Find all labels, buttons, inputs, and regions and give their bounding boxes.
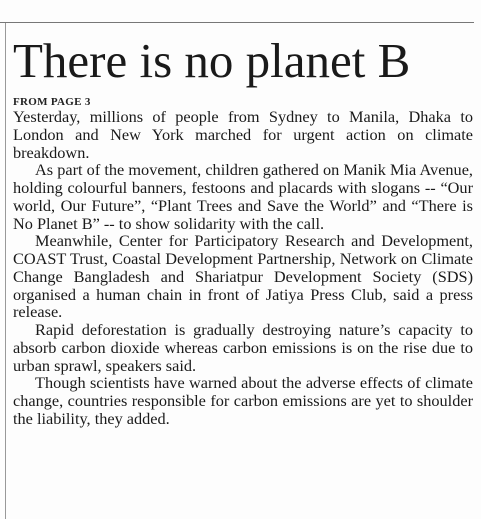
article-paragraph: As part of the movement, children gathered on Manik Mia Avenue, holding colourful banners, festoons and placards with slogans -- “Our world, Our Future”, “Plant Trees and Save the World” and “There is No Planet B” -- to show solidarity with the call. [13,160,473,233]
top-column-rule [0,22,474,23]
article-paragraph: Though scientists have warned about the adverse effects of climate change, countries responsible for carbon emissions are yet to shoulder the liability, they added. [13,373,473,428]
headline: There is no planet B [13,33,411,88]
article-paragraph: Rapid deforestation is gradually destroying nature’s capacity to absorb carbon dioxide whereas carbon emissions is on the rise due to urban sprawl, speakers said. [13,320,473,375]
article-paragraph: Yesterday, millions of people from Sydney to Manila, Dhaka to London and New York marched for urgent action on climate breakdown. [13,107,473,162]
continuation-label: FROM PAGE 3 [13,96,91,108]
article-paragraph: Meanwhile, Center for Participatory Research and Development, COAST Trust, Coastal Development Partnership, Network on Climate Change Bangladesh and Shariatpur Development Society (SDS) organised a human chain in front of Jatiya Press Club, said a press release. [13,231,473,322]
left-column-rule [5,23,6,519]
article-body [13,108,473,428]
